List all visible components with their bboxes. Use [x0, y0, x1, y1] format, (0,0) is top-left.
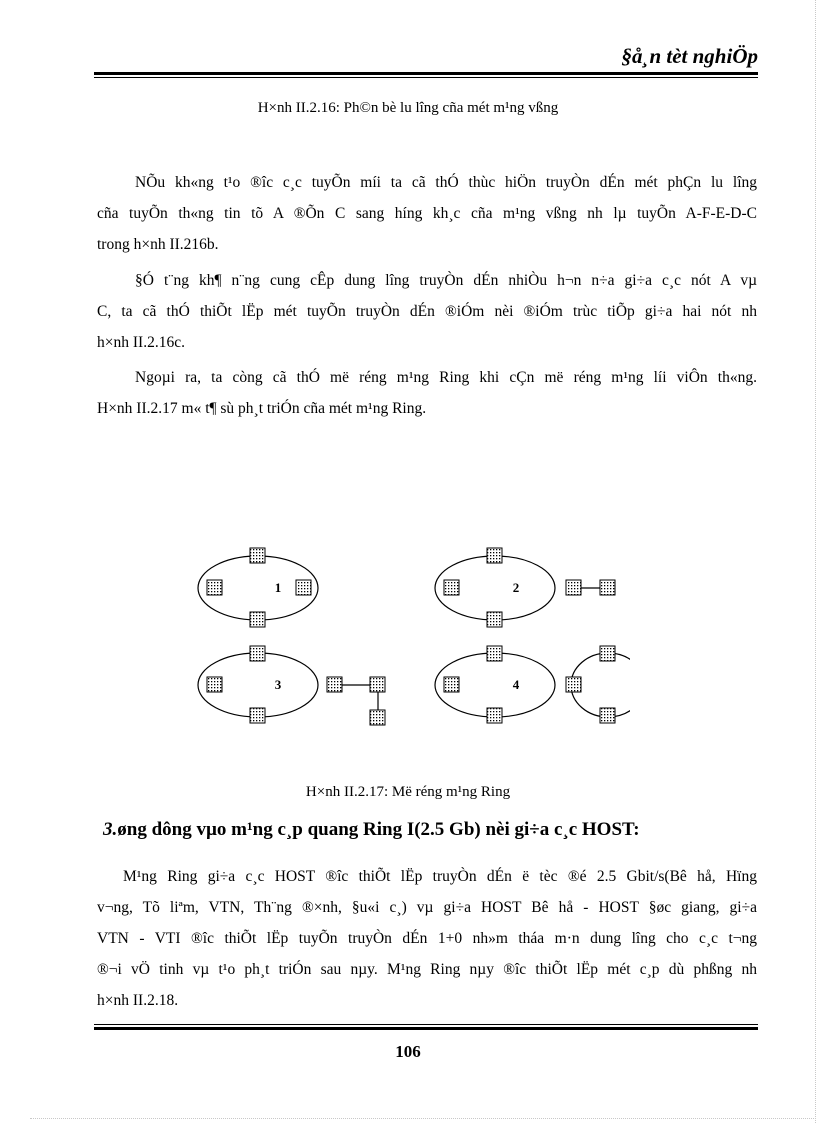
paragraph-1	[97, 167, 757, 260]
ring-node	[487, 708, 502, 723]
ring-node	[566, 677, 581, 692]
ring-node	[487, 646, 502, 661]
ring-node	[370, 710, 385, 725]
paragraph-line: ®¬i vÖ tinh vµ t¹o ph¸t triÓn sau nµy. M¹ng Ring nµy ®îc thiÕt lËp mét c¸p dù phßng nh	[97, 961, 757, 978]
ring-4	[435, 646, 630, 723]
ring-1	[198, 548, 318, 627]
ring-node	[600, 646, 615, 661]
section-title: øng dông vµo m¹ng c¸p quang Ring I(2.5 Gb) nèi gi÷a c¸c HOST:	[117, 819, 640, 840]
ring-expansion-diagram	[190, 540, 630, 730]
ring-node	[444, 677, 459, 692]
figure-17-caption: H×nh II.2.17: Më réng m¹ng Ring	[305, 784, 511, 800]
paragraph-line: trong h×nh II.216b.	[97, 236, 219, 253]
paragraph-line: M¹ng Ring gi÷a c¸c HOST ®îc thiÕt lËp truyÒn dÉn ë tèc ®é 2.5 Gbit/s(Bê hå, Hïng	[123, 868, 757, 885]
paragraph-line: VTN - VTI ®îc thiÕt lËp tuyÕn truyÒn dÉn 1+0 nh»m tháa m·n dung lîng cho c¸c t¬ng	[97, 930, 757, 947]
ring-node	[600, 580, 615, 595]
ring-node	[250, 612, 265, 627]
paragraph-line: NÕu kh«ng t¹o ®îc c¸c tuyÕn míi ta cã thÓ thùc hiÖn truyÒn dÉn mét phÇn lu lîng	[135, 174, 757, 191]
ring-node	[487, 612, 502, 627]
page-number: 106	[395, 1042, 421, 1061]
body-paragraph	[97, 861, 757, 1016]
paragraph-line: §Ó t¨ng kh¶ n¨ng cung cÊp dung lîng truyÒn dÉn nhiÒu h¬n n÷a gi÷a c¸c nót A vµ	[135, 272, 757, 289]
paragraph-line: h×nh II.2.16c.	[97, 334, 185, 351]
header-rule-thin	[94, 77, 758, 78]
page-bottom-dotted	[30, 1118, 816, 1119]
figure-16-caption: H×nh II.2.16: Ph©n bè lu lîng cña mét m¹ng vßng	[257, 100, 559, 116]
ring-node	[250, 708, 265, 723]
ring-2	[435, 548, 615, 627]
ring-node	[566, 580, 581, 595]
ring-node	[296, 580, 311, 595]
paragraph-line: C, ta cã thÓ thiÕt lËp mét tuyÕn truyÒn dÉn ®iÓm nèi ®iÓm trùc tiÕp gi÷a hai nót nh	[97, 303, 757, 320]
ring-node	[207, 677, 222, 692]
ring-2-label: 2	[512, 580, 520, 595]
ring-node	[207, 580, 222, 595]
paragraph-line: cña tuyÕn th«ng tin tõ A ®Õn C sang híng kh¸c cña m¹ng vßng nh lµ tuyÕn A-F-E-D-C	[97, 205, 757, 222]
footer-rule-thin	[94, 1024, 758, 1025]
paragraph-line: h×nh II.2.18.	[97, 992, 179, 1009]
ring-node	[370, 677, 385, 692]
section-heading	[103, 819, 640, 841]
ring-node	[444, 580, 459, 595]
ring-4-label: 4	[512, 677, 520, 692]
section-number: 3.	[103, 819, 118, 840]
ring-node	[250, 646, 265, 661]
ring-1-label: 1	[274, 580, 282, 595]
footer-rule-thick	[94, 1027, 758, 1030]
paragraph-2	[97, 265, 757, 358]
paragraph-line: v¬ng, Tõ liªm, VTN, Th¨ng ®×nh, §u«i c¸) vµ gi÷a HOST Bê hå - HOST §øc giang, gi÷a	[97, 899, 757, 916]
page-header-title: §å¸n tèt nghiÖp	[621, 44, 758, 68]
header-rule-thick	[94, 72, 758, 75]
paragraph-line: Ngoµi ra, ta còng cã thÓ më réng m¹ng Ring khi cÇn më réng m¹ng líi viÔn th«ng.	[135, 369, 757, 386]
paragraph-3	[97, 362, 757, 424]
ring-node	[487, 548, 502, 563]
ring-node	[250, 548, 265, 563]
ring-node	[600, 708, 615, 723]
ring-3	[198, 646, 385, 725]
paragraph-line: H×nh II.2.17 m« t¶ sù ph¸t triÓn cña mét m¹ng Ring.	[97, 400, 427, 417]
ring-3-label: 3	[274, 677, 282, 692]
ring-node	[327, 677, 342, 692]
